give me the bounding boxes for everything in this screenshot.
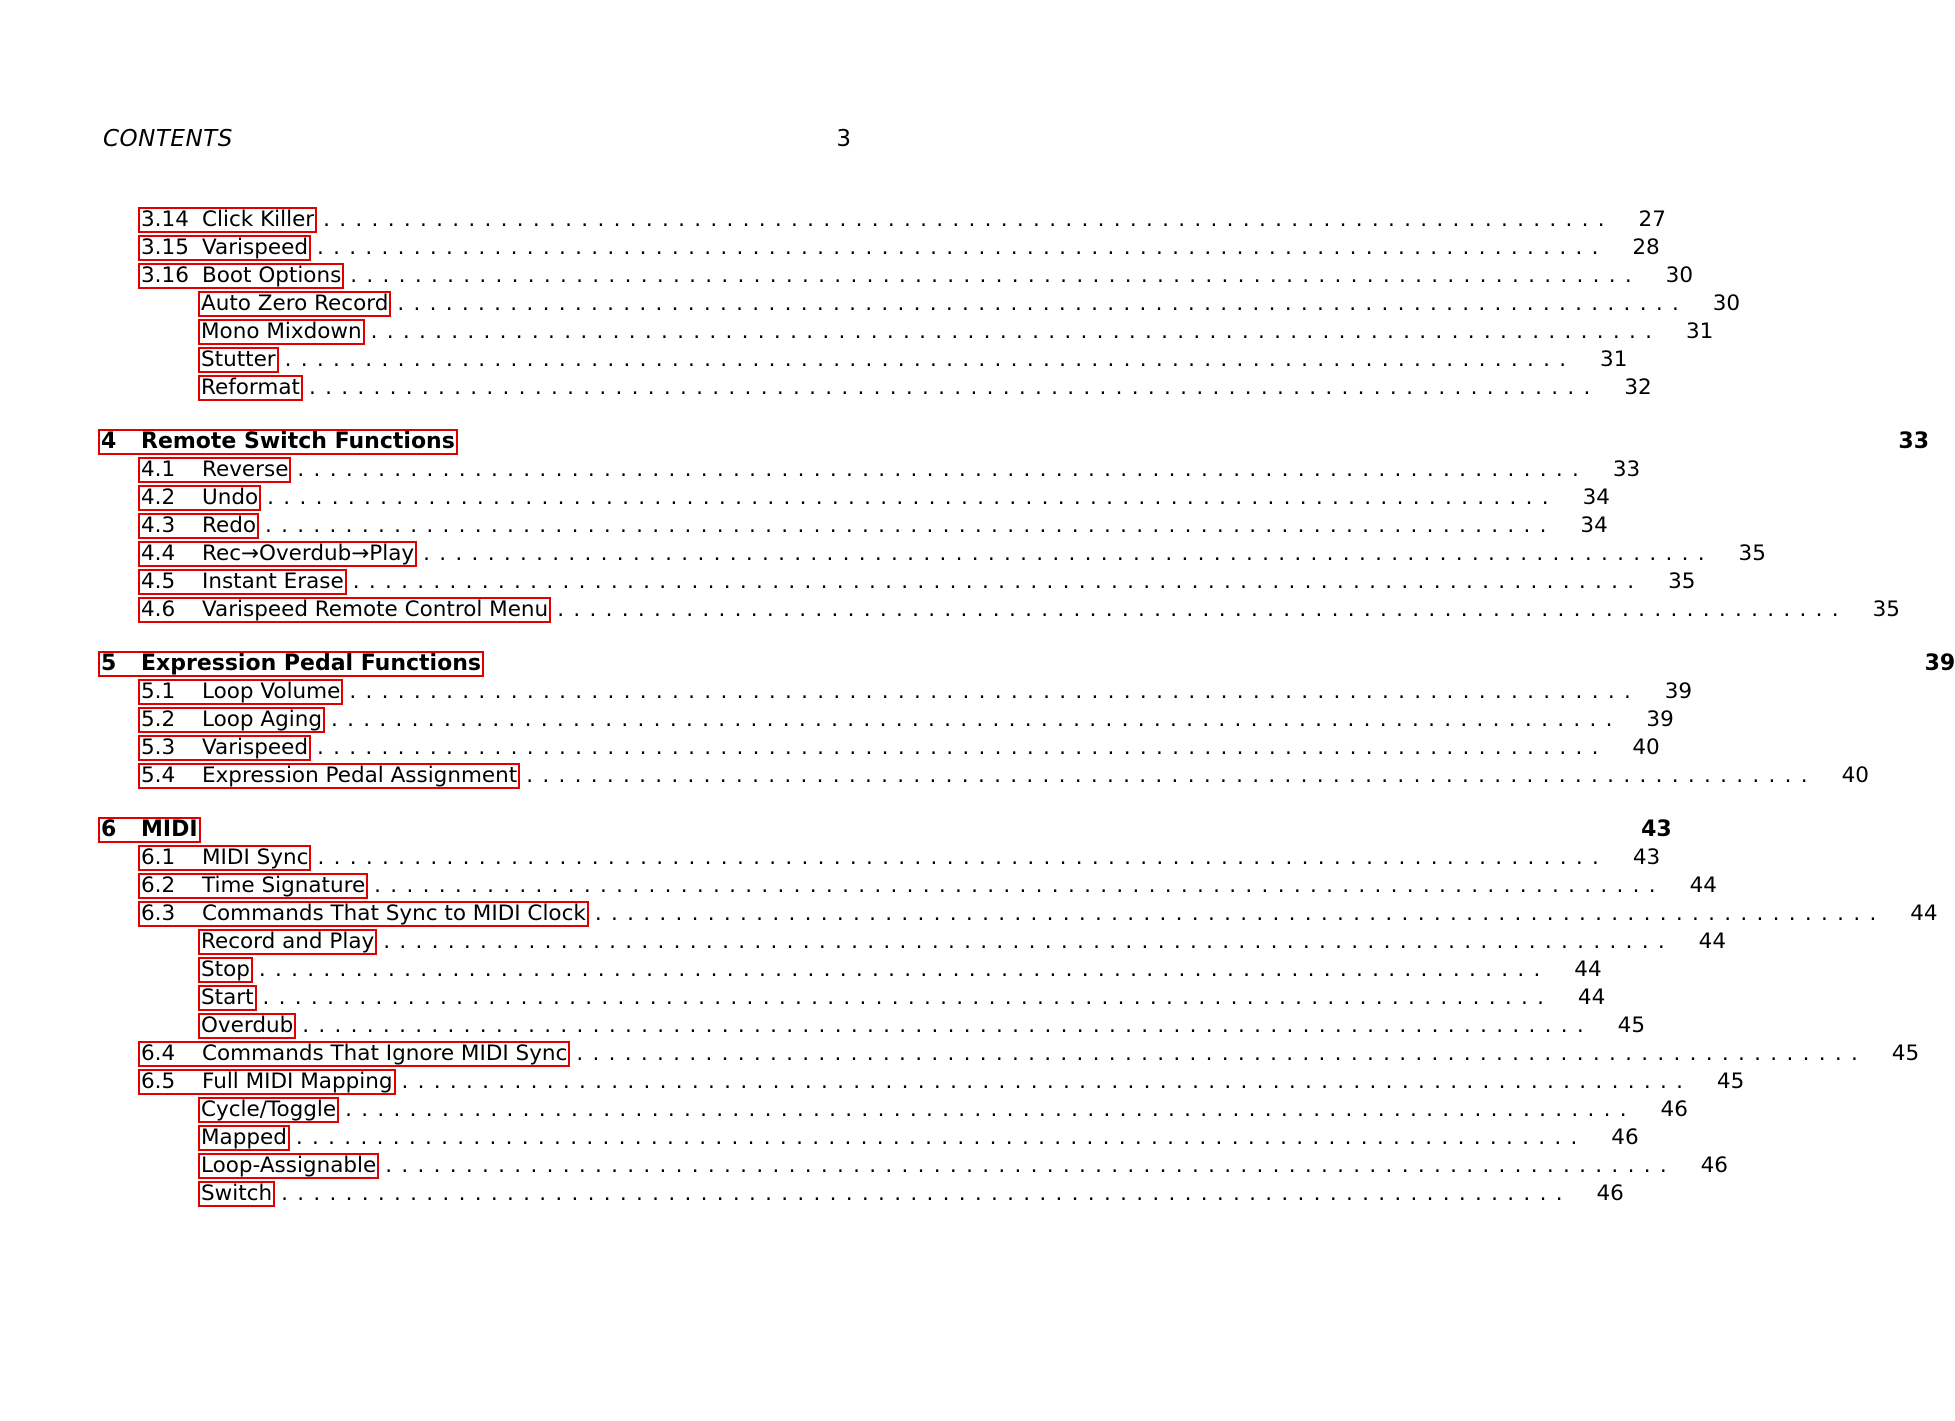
- toc-entry-link[interactable]: [138, 263, 344, 289]
- page-number: 40: [1841, 763, 1869, 788]
- toc-entry: [198, 346, 1628, 374]
- section-number: 4.3: [141, 513, 176, 538]
- page-number: 35: [1872, 597, 1900, 622]
- dot-leaders: ................................................................................: [374, 873, 1665, 898]
- section-number: 6.5: [141, 1069, 176, 1094]
- toc-entry-link[interactable]: [198, 929, 377, 955]
- toc-entry: [138, 206, 1666, 234]
- dot-leaders: ................................................................................: [265, 513, 1556, 538]
- dot-leaders: ................................................................................: [323, 207, 1614, 232]
- section-title: Rec→Overdub→Play: [202, 541, 415, 566]
- toc-entry: [198, 1180, 1624, 1208]
- page-number: 39: [1924, 651, 1955, 676]
- section-number: 6.4: [141, 1041, 176, 1066]
- section-title: Time Signature: [202, 873, 366, 898]
- page-number: 40: [1632, 735, 1660, 760]
- toc-entry-link[interactable]: [138, 707, 325, 733]
- section-number: 6.3: [141, 901, 176, 926]
- toc-entry-link[interactable]: [138, 1069, 396, 1095]
- page-number: 35: [1738, 541, 1766, 566]
- section-title: Loop-Assignable: [201, 1153, 377, 1178]
- page-number: 31: [1600, 347, 1628, 372]
- dot-leaders: ................................................................................: [385, 1153, 1676, 1178]
- dot-leaders: ................................................................................: [557, 597, 1848, 622]
- dot-leaders: ................................................................................: [370, 319, 1662, 344]
- toc-entry-link[interactable]: [138, 541, 417, 567]
- toc-entry: [138, 512, 1608, 540]
- toc-entry: [138, 596, 1900, 624]
- toc-entry-link[interactable]: [138, 485, 261, 511]
- section-number: 6: [101, 817, 117, 842]
- toc-entry: [138, 1068, 1745, 1096]
- toc-entry: [198, 374, 1652, 402]
- toc-entry: [138, 734, 1660, 762]
- toc-entry-link[interactable]: [198, 1013, 296, 1039]
- dot-leaders: ................................................................................: [349, 679, 1641, 704]
- section-number: 5: [101, 651, 117, 676]
- page-number: 39: [1646, 707, 1674, 732]
- dot-leaders: ................................................................................: [423, 541, 1714, 566]
- toc-entry: [198, 928, 1726, 956]
- section-number: 6.1: [141, 845, 176, 870]
- toc-entry-link[interactable]: [198, 1097, 339, 1123]
- dot-leaders: ................................................................................: [302, 1013, 1594, 1038]
- page-number: 45: [1716, 1069, 1745, 1094]
- toc-entry-link[interactable]: [138, 901, 589, 927]
- dot-leaders: ................................................................................: [308, 375, 1600, 400]
- toc-entry-link[interactable]: [138, 569, 347, 595]
- toc-entry-link[interactable]: [98, 817, 201, 843]
- section-title: Click Killer: [202, 207, 315, 232]
- dot-leaders: ................................................................................: [352, 569, 1644, 594]
- toc-entry: [138, 262, 1694, 290]
- section-number: 5.3: [141, 735, 176, 760]
- toc-entry-link[interactable]: [138, 873, 368, 899]
- toc-entry-link[interactable]: [138, 457, 291, 483]
- section-title: Commands That Sync to MIDI Clock: [202, 901, 586, 926]
- toc-entry-link[interactable]: [138, 679, 343, 705]
- page-number: 28: [1632, 235, 1660, 260]
- section-number: 4.2: [141, 485, 176, 510]
- toc-entry: [198, 318, 1714, 346]
- page-number: 31: [1685, 319, 1714, 344]
- dot-leaders: ................................................................................: [316, 735, 1608, 760]
- toc-entry-link[interactable]: [198, 985, 257, 1011]
- toc-entry: [138, 456, 1641, 484]
- section-title: Varispeed Remote Control Menu: [202, 597, 549, 622]
- dot-leaders: ................................................................................: [576, 1041, 1868, 1066]
- page-number: 44: [1574, 957, 1602, 982]
- toc-entry-link[interactable]: [138, 597, 551, 623]
- toc-entry-link[interactable]: [138, 735, 311, 761]
- toc-entry: [138, 484, 1610, 512]
- toc-entry: [198, 984, 1606, 1012]
- toc-entry: [198, 290, 1741, 318]
- toc-entry-link[interactable]: [198, 957, 253, 983]
- page-number: 46: [1611, 1125, 1639, 1150]
- section-title: MIDI Sync: [202, 845, 309, 870]
- page-number: 46: [1660, 1097, 1688, 1122]
- page-number: 43: [1641, 817, 1672, 842]
- dot-leaders: ................................................................................: [526, 763, 1817, 788]
- section-title: Reverse: [202, 457, 289, 482]
- section-number: 4: [101, 429, 117, 454]
- section-title: Commands That Ignore MIDI Sync: [202, 1041, 568, 1066]
- toc-entry-link[interactable]: [198, 1125, 290, 1151]
- toc-entry-link[interactable]: [138, 763, 520, 789]
- dot-leaders: ................................................................................: [262, 985, 1554, 1010]
- toc-entry: [138, 234, 1660, 262]
- page-number: 44: [1698, 929, 1726, 954]
- section-number: 5.4: [141, 763, 176, 788]
- dot-leaders: ................................................................................: [383, 929, 1674, 954]
- toc-entry: [138, 1040, 1920, 1068]
- section-number: 6.2: [141, 873, 176, 898]
- dot-leaders: ................................................................................: [397, 291, 1689, 316]
- toc-entry: [138, 540, 1766, 568]
- toc-entry-link[interactable]: [138, 1041, 570, 1067]
- running-header-page-number: 3: [836, 126, 851, 152]
- toc-entry-link[interactable]: [138, 845, 311, 871]
- toc-entry-link[interactable]: [198, 375, 303, 401]
- section-title: Full MIDI Mapping: [202, 1069, 393, 1094]
- page-number: 34: [1580, 513, 1608, 538]
- page-number: 43: [1632, 845, 1661, 870]
- page-number: 30: [1712, 291, 1741, 316]
- toc-entry: [138, 678, 1693, 706]
- dot-leaders: ................................................................................: [297, 457, 1589, 482]
- page-number: 27: [1638, 207, 1666, 232]
- section-number: 5.1: [141, 679, 176, 704]
- toc-entry: [198, 1012, 1646, 1040]
- toc-entry: [198, 1124, 1639, 1152]
- toc-entry: [138, 706, 1674, 734]
- dot-leaders: ................................................................................: [594, 901, 1886, 926]
- dot-leaders: ................................................................................: [331, 707, 1622, 732]
- dot-leaders: ................................................................................: [350, 263, 1642, 288]
- toc-entry-link[interactable]: [198, 1153, 379, 1179]
- toc-entry-link[interactable]: [198, 291, 391, 317]
- dot-leaders: ................................................................................: [316, 235, 1608, 260]
- toc-entry: [198, 1152, 1728, 1180]
- page-number: 46: [1700, 1153, 1728, 1178]
- dot-leaders: ................................................................................: [281, 1181, 1572, 1206]
- section-title: Instant Erase: [202, 569, 344, 594]
- toc-entry: [138, 844, 1661, 872]
- page-number: 32: [1624, 375, 1652, 400]
- section-number: 4.1: [141, 457, 176, 482]
- section-title: Varispeed: [202, 235, 308, 260]
- page-number: 45: [1617, 1013, 1646, 1038]
- section-number: 4.6: [141, 597, 176, 622]
- toc-entry: [138, 900, 1938, 928]
- section-title: Stop: [201, 957, 250, 982]
- section-number: 3.15: [141, 235, 189, 260]
- dot-leaders: ................................................................................: [317, 845, 1609, 870]
- section-title: Auto Zero Record: [201, 291, 389, 316]
- toc-entry-link[interactable]: [198, 319, 365, 345]
- toc-entry: [198, 1096, 1688, 1124]
- toc-entry: [138, 568, 1696, 596]
- toc-chapter-entry: [98, 428, 1930, 456]
- section-title: Overdub: [201, 1013, 294, 1038]
- toc-entry-link[interactable]: [138, 513, 259, 539]
- section-title: Switch: [201, 1181, 273, 1206]
- toc-entry: [138, 762, 1869, 790]
- section-title: Redo: [202, 513, 257, 538]
- toc-entry-link[interactable]: [198, 347, 279, 373]
- section-number: 4.5: [141, 569, 176, 594]
- toc-entry-link[interactable]: [98, 429, 458, 455]
- section-number: 3.16: [141, 263, 189, 288]
- page-number: 45: [1891, 1041, 1920, 1066]
- section-title: Boot Options: [202, 263, 342, 288]
- dot-leaders: ................................................................................: [267, 485, 1558, 510]
- section-title: Undo: [202, 485, 259, 510]
- toc-entry-link[interactable]: [138, 207, 317, 233]
- toc-entry-link[interactable]: [198, 1181, 275, 1207]
- section-title: Record and Play: [201, 929, 375, 954]
- section-title: Mapped: [201, 1125, 287, 1150]
- section-title: Varispeed: [202, 735, 308, 760]
- section-title: Reformat: [201, 375, 300, 400]
- section-title: Remote Switch Functions: [141, 429, 455, 454]
- page-number: 39: [1664, 679, 1693, 704]
- dot-leaders: ................................................................................: [345, 1097, 1636, 1122]
- section-title: Loop Aging: [202, 707, 322, 732]
- page-number: 33: [1612, 457, 1641, 482]
- section-number: 3.14: [141, 207, 189, 232]
- dot-leaders: ................................................................................: [401, 1069, 1693, 1094]
- toc-entry-link[interactable]: [98, 651, 484, 677]
- page-number: 34: [1582, 485, 1610, 510]
- toc-chapter-entry: [98, 650, 1955, 678]
- section-title: Expression Pedal Functions: [141, 651, 481, 676]
- toc-entry: [198, 956, 1602, 984]
- section-number: 5.2: [141, 707, 176, 732]
- section-title: Cycle/Toggle: [201, 1097, 337, 1122]
- dot-leaders: ................................................................................: [258, 957, 1550, 982]
- running-header-title: CONTENTS: [103, 126, 233, 152]
- toc-chapter-entry: [98, 816, 1672, 844]
- section-title: Loop Volume: [202, 679, 341, 704]
- page-number: 44: [1577, 985, 1606, 1010]
- dot-leaders: ................................................................................: [295, 1125, 1587, 1150]
- section-title: MIDI: [141, 817, 198, 842]
- section-title: Mono Mixdown: [201, 319, 362, 344]
- section-title: Start: [201, 985, 254, 1010]
- page-number: 35: [1668, 569, 1696, 594]
- toc-entry-link[interactable]: [138, 235, 311, 261]
- page-number: 44: [1689, 873, 1717, 898]
- page-number: 46: [1596, 1181, 1624, 1206]
- page-number: 44: [1910, 901, 1938, 926]
- page-number: 30: [1665, 263, 1694, 288]
- toc-entry: [138, 872, 1717, 900]
- section-title: Expression Pedal Assignment: [202, 763, 518, 788]
- dot-leaders: ................................................................................: [284, 347, 1576, 372]
- section-title: Stutter: [201, 347, 276, 372]
- page-number: 33: [1898, 429, 1930, 454]
- section-number: 4.4: [141, 541, 176, 566]
